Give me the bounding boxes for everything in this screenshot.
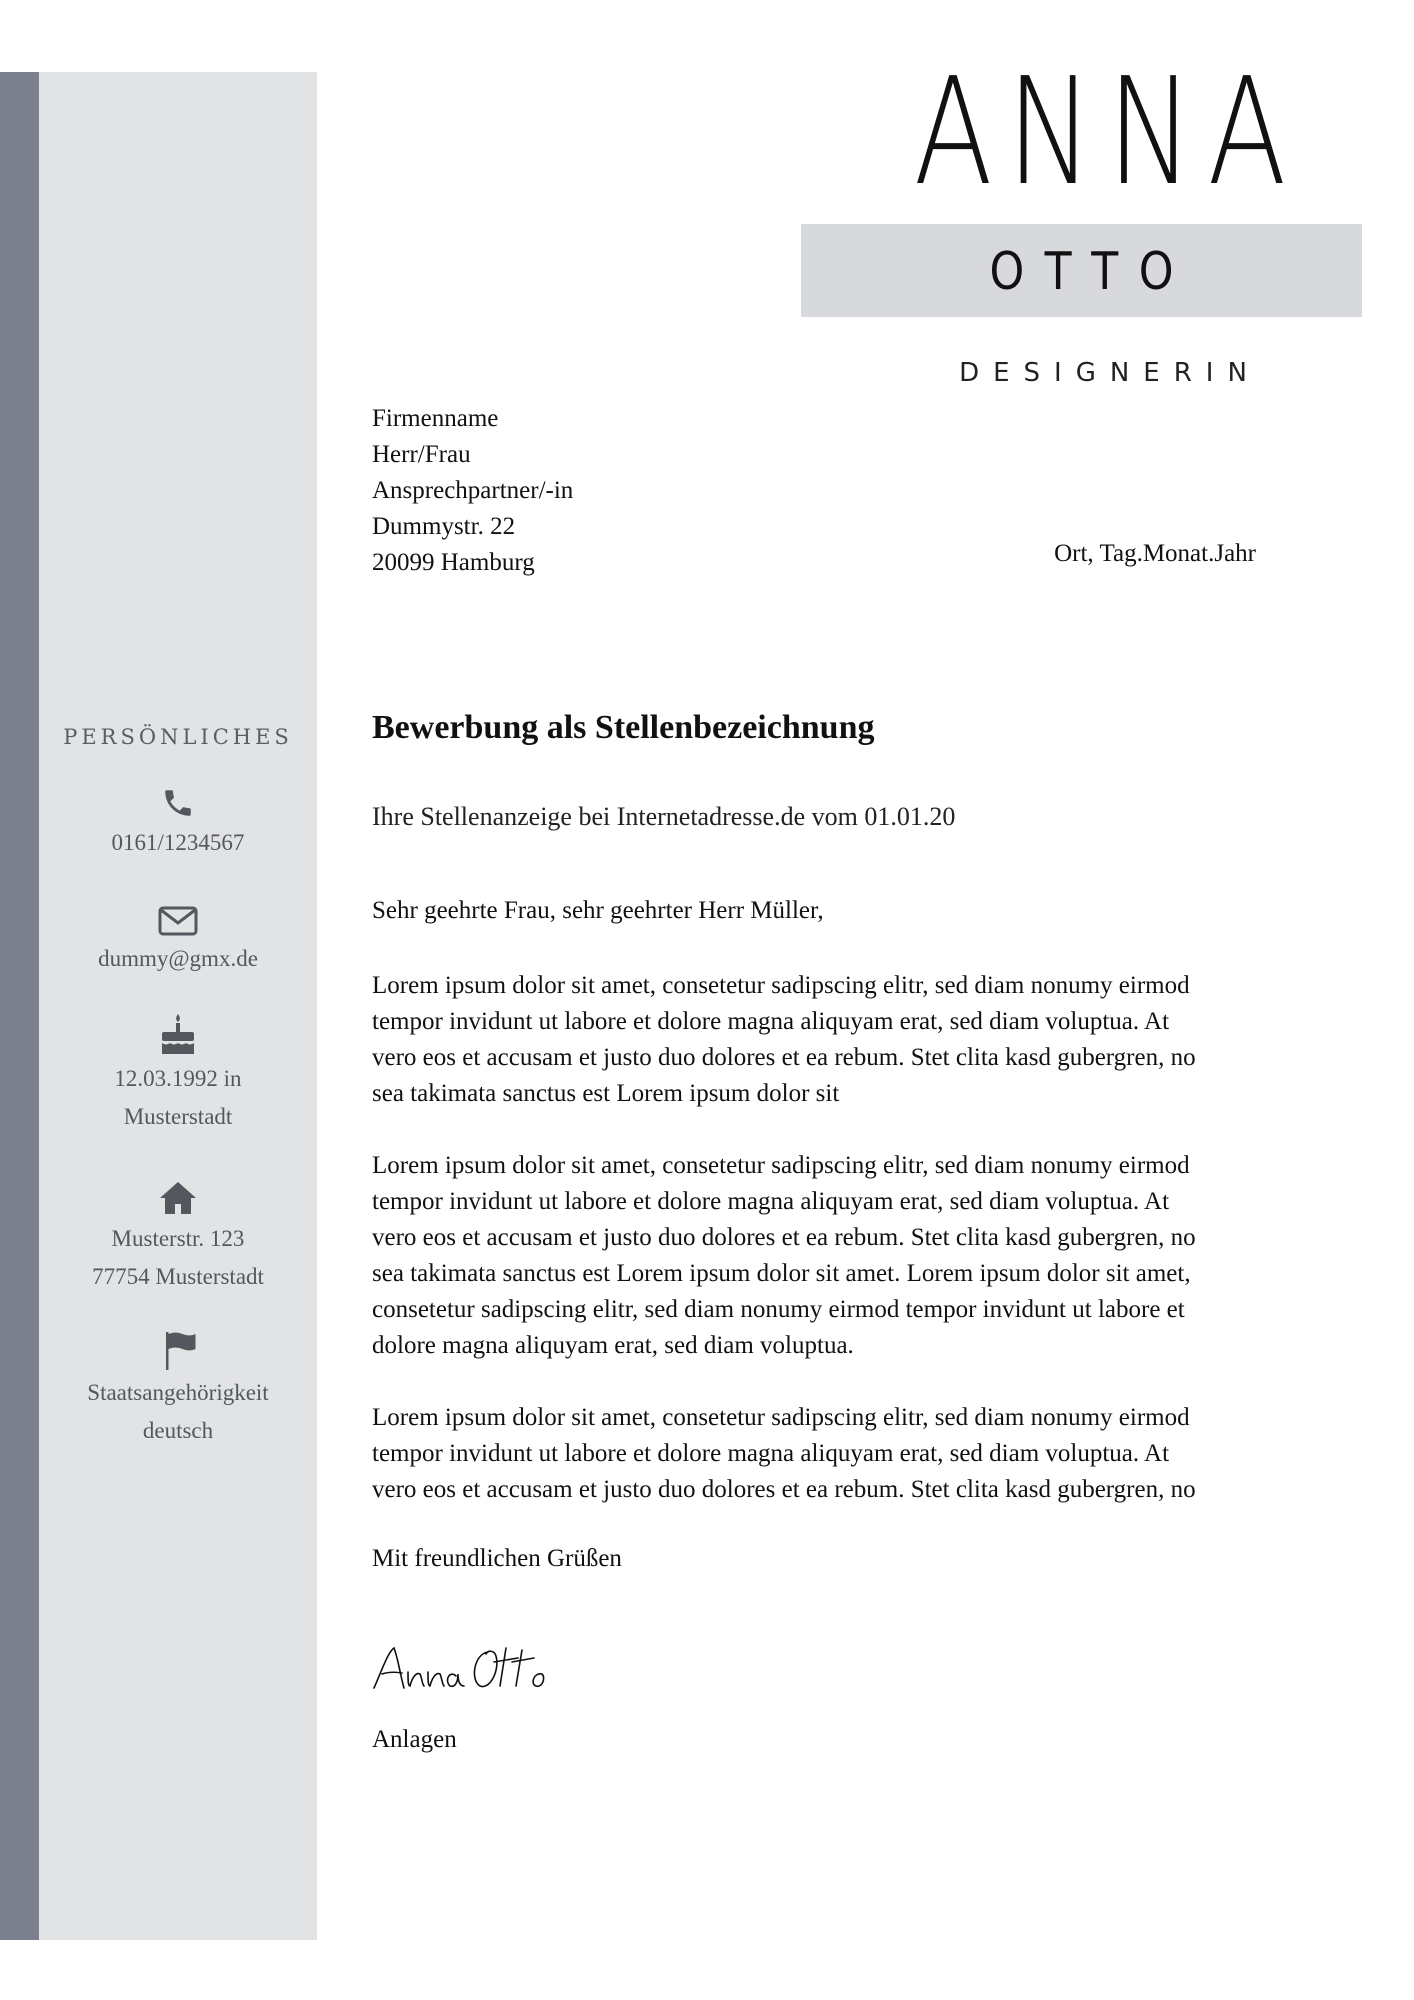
birth-date: 12.03.1992 in	[114, 1066, 242, 1091]
job-title: DESIGNERIN	[959, 358, 1261, 388]
phone-item	[39, 786, 317, 862]
text-line: tempor invidunt ut labore et dolore magna aliquyam erat, sed diam voluptua. At	[372, 1008, 1170, 1035]
letter-subject: Bewerbung als Stellenbezeichnung	[372, 709, 875, 746]
text-line: Lorem ipsum dolor sit amet, consetetur sadipscing elitr, sed diam nonumy eirmod	[372, 1152, 1190, 1179]
email-address: dummy@gmx.de	[98, 946, 258, 971]
envelope-icon	[39, 906, 317, 936]
recipient-line: Dummystr. 22	[372, 513, 516, 540]
paragraph-2	[372, 1148, 1312, 1364]
birth-item	[39, 1012, 317, 1136]
text-line: sea takimata sanctus est Lorem ipsum dolor sit	[372, 1080, 840, 1107]
letter-salutation: Sehr geehrte Frau, sehr geehrter Herr Müller,	[372, 897, 824, 924]
recipient-address	[372, 401, 573, 581]
last-name: OTTO	[989, 242, 1194, 302]
nationality-label: Staatsangehörigkeit	[87, 1380, 269, 1405]
birth-place: Musterstadt	[123, 1104, 233, 1129]
accent-stripe	[0, 72, 39, 1940]
text-line: consetetur sadipscing elitr, sed diam nonumy eirmod tempor invidunt ut labore et	[372, 1296, 1185, 1323]
street: Musterstr. 123	[111, 1226, 245, 1251]
paragraph-1	[372, 968, 1312, 1112]
recipient-line: 20099 Hamburg	[372, 549, 535, 576]
recipient-line: Ansprechpartner/-in	[372, 477, 574, 504]
personal-heading: PERSÖNLICHES	[63, 725, 293, 749]
text-line: sea takimata sanctus est Lorem ipsum dolor sit amet. Lorem ipsum dolor sit amet,	[372, 1260, 1191, 1287]
text-line: vero eos et accusam et justo duo dolores et ea rebum. Stet clita kasd gubergren, no	[372, 1224, 1196, 1251]
phone-number: 0161/1234567	[111, 830, 245, 855]
email-item	[39, 906, 317, 978]
letter-date: Ort, Tag.Monat.Jahr	[1054, 540, 1256, 567]
nationality-item	[39, 1330, 317, 1450]
enclosures: Anlagen	[372, 1726, 457, 1753]
address-item	[39, 1180, 317, 1296]
paragraph-3	[372, 1400, 1312, 1508]
text-line: vero eos et accusam et justo duo dolores et ea rebum. Stet clita kasd gubergren, no	[372, 1476, 1196, 1503]
text-line: tempor invidunt ut labore et dolore magna aliquyam erat, sed diam voluptua. At	[372, 1440, 1170, 1467]
signature-image	[370, 1640, 550, 1700]
text-line: Lorem ipsum dolor sit amet, consetetur sadipscing elitr, sed diam nonumy eirmod	[372, 1404, 1190, 1431]
signature	[370, 1640, 550, 1705]
last-name-box	[801, 224, 1362, 317]
home-icon	[39, 1180, 317, 1216]
recipient-line: Herr/Frau	[372, 441, 471, 468]
sidebar-panel	[39, 72, 317, 1940]
phone-icon	[39, 786, 317, 820]
first-name: ANNA	[913, 46, 1301, 218]
flag-icon	[39, 1330, 317, 1370]
letter-reference: Ihre Stellenanzeige bei Internetadresse.de vom 01.01.20	[372, 802, 956, 831]
text-line: tempor invidunt ut labore et dolore magna aliquyam erat, sed diam voluptua. At	[372, 1188, 1170, 1215]
city: 77754 Musterstadt	[92, 1264, 264, 1289]
nationality-value: deutsch	[142, 1418, 214, 1443]
recipient-line: Firmenname	[372, 405, 499, 432]
text-line: vero eos et accusam et justo duo dolores et ea rebum. Stet clita kasd gubergren, no	[372, 1044, 1196, 1071]
letter-closing: Mit freundlichen Grüßen	[372, 1545, 622, 1572]
text-line: dolore magna aliquyam erat, sed diam voluptua.	[372, 1332, 854, 1359]
text-line: Lorem ipsum dolor sit amet, consetetur sadipscing elitr, sed diam nonumy eirmod	[372, 972, 1190, 999]
birthday-cake-icon	[39, 1012, 317, 1056]
